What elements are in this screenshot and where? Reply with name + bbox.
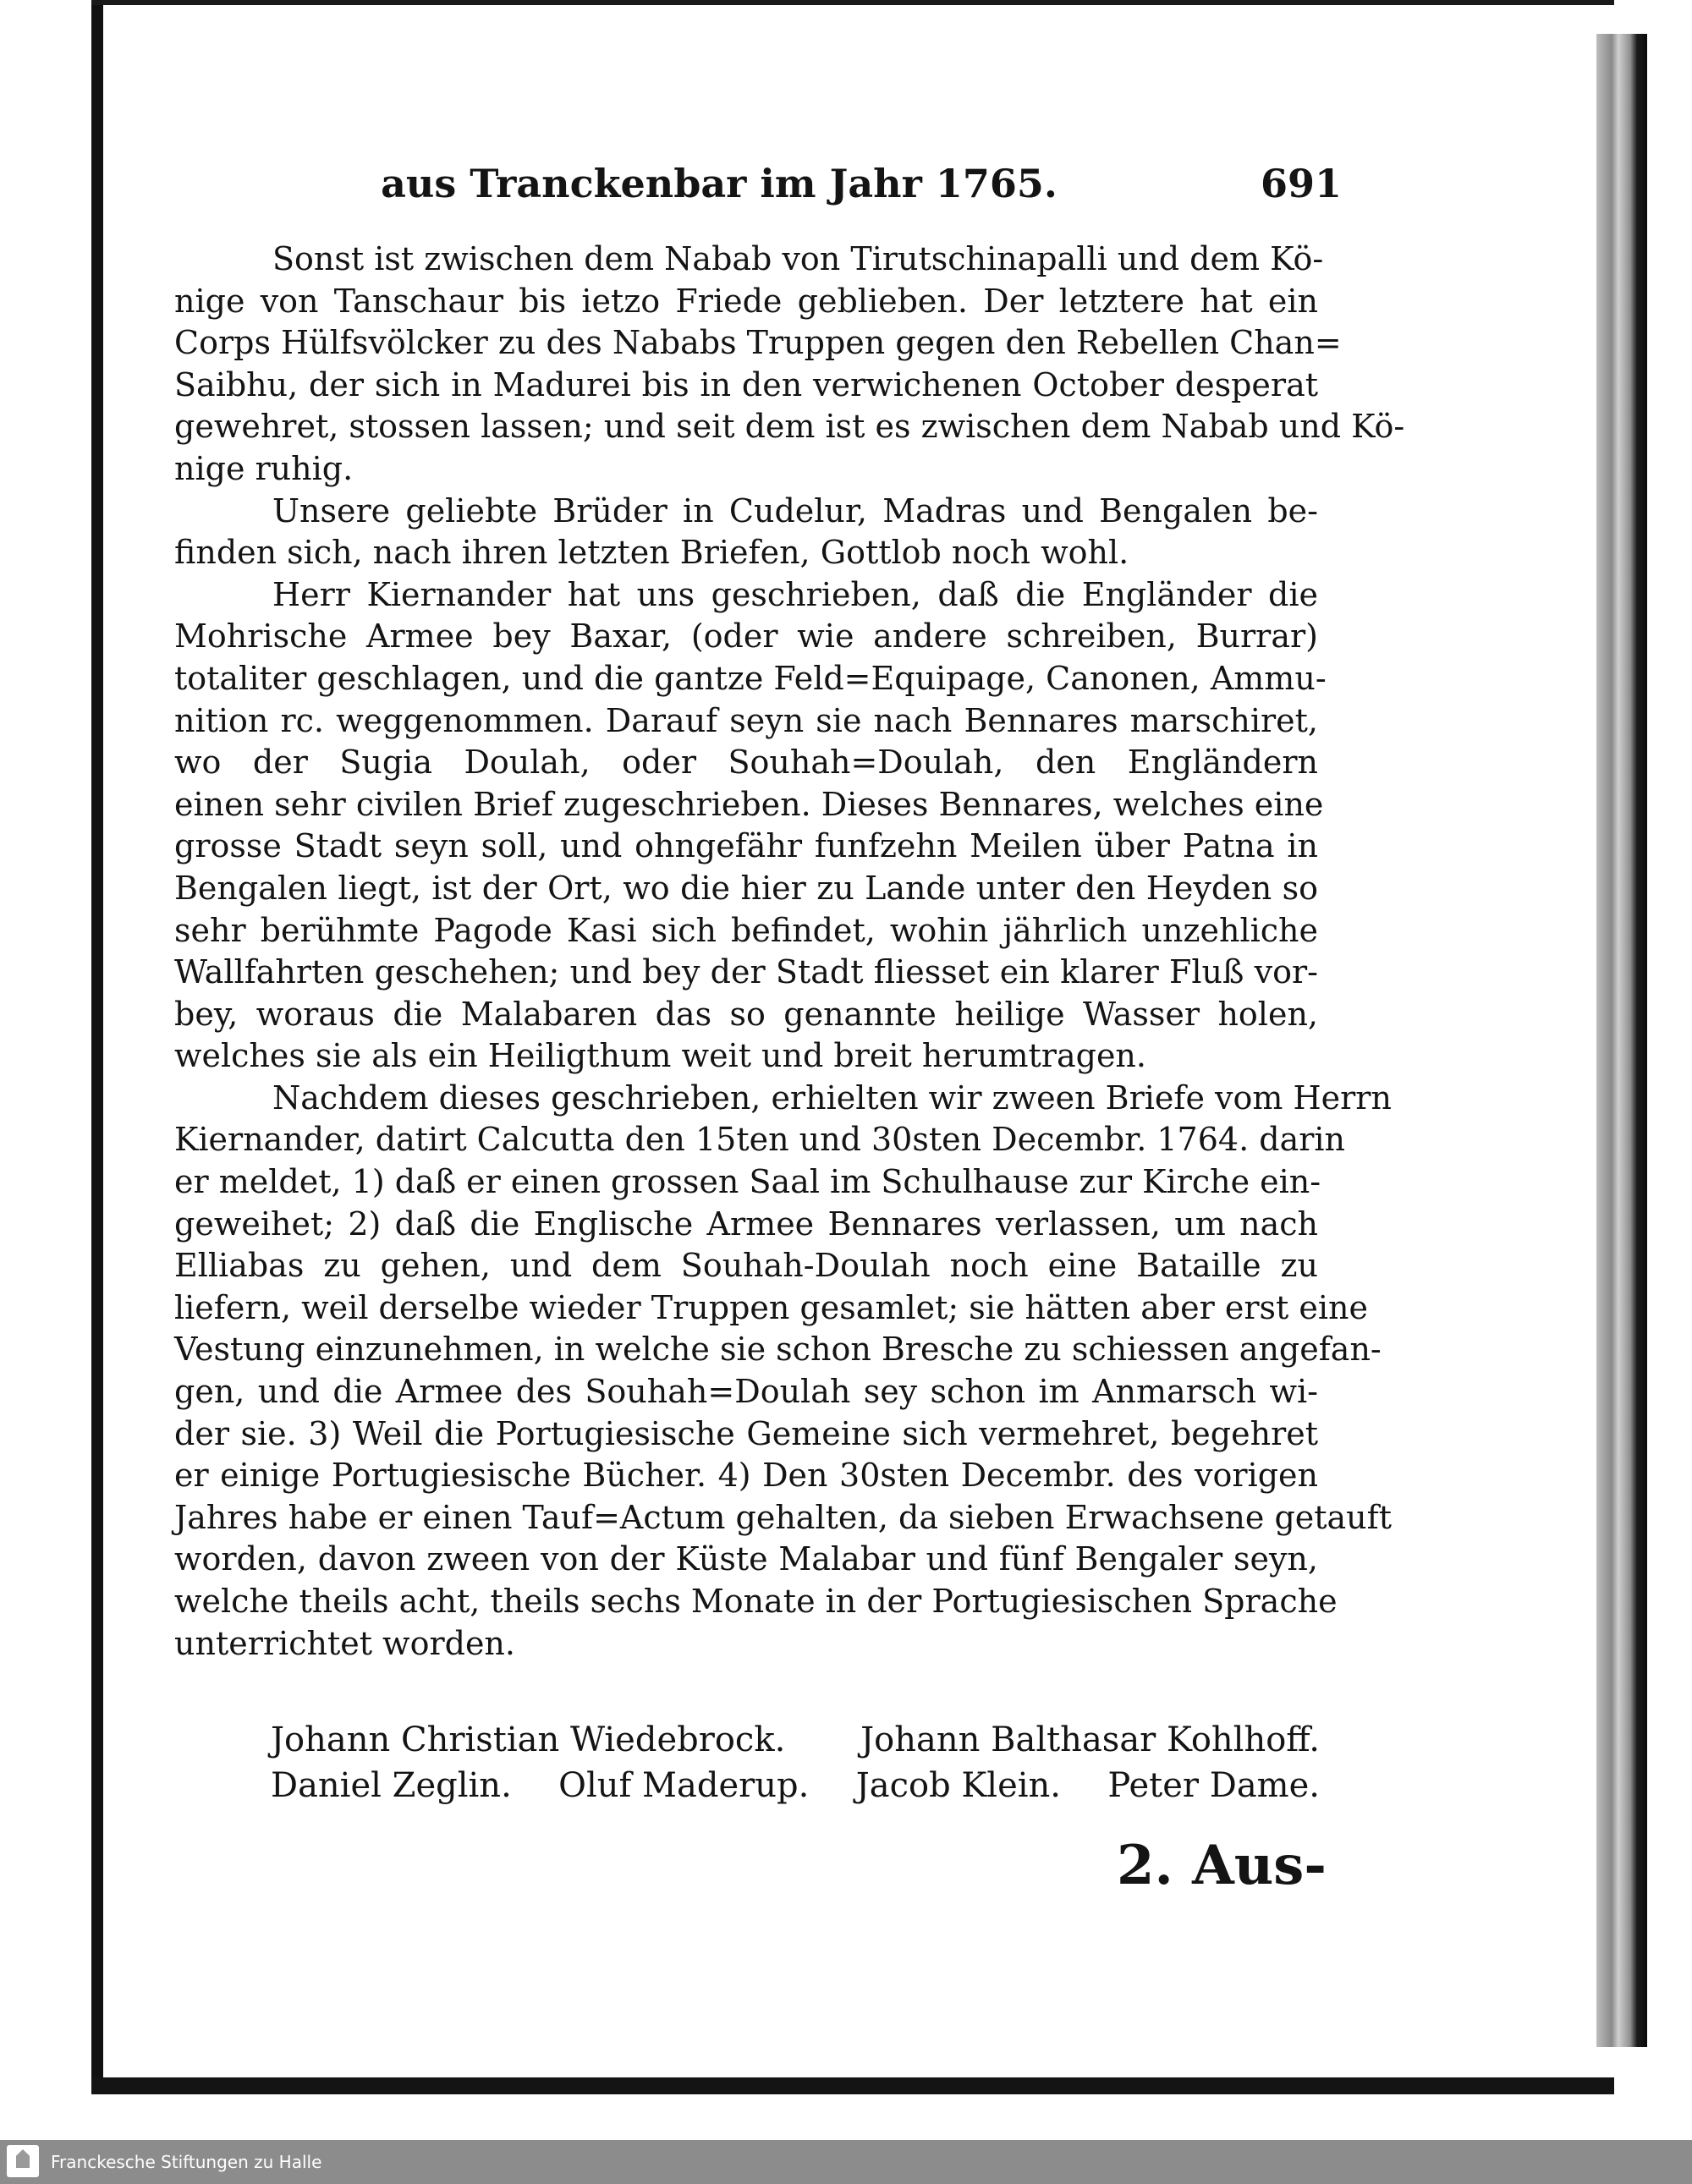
- text-line: Kiernander, datirt Calcutta den 15ten und 30sten Decembr. 1764. darin: [174, 1121, 1346, 1159]
- footer-institution: Franckesche Stiftungen zu Halle: [51, 2152, 322, 2172]
- text-line: worden, davon zween von der Küste Malabar und fünf Bengaler seyn,: [174, 1540, 1318, 1578]
- text-line: Corps Hülfsvölcker zu des Nababs Truppen gegen den Rebellen Chan=: [174, 324, 1342, 362]
- institution-logo-icon: [7, 2145, 39, 2177]
- footer-bar: [0, 2140, 1692, 2184]
- text-line: gewehret, stossen lassen; und seit dem ist es zwischen dem Nabab und Kö-: [174, 408, 1405, 446]
- signature-row: [271, 1763, 1320, 1808]
- right-margin: [1647, 0, 1692, 2082]
- text-line: nige von Tanschaur bis ietzo Friede geblieben. Der letztere hat ein: [174, 282, 1318, 320]
- signature-name: Peter Dame.: [1107, 1766, 1320, 1805]
- text-line: einen sehr civilen Brief zugeschrieben. Dieses Bennares, welches eine: [174, 785, 1324, 823]
- signature-name: Oluf Maderup.: [558, 1766, 810, 1805]
- text-line: Nachdem dieses geschrieben, erhielten wir zween Briefe vom Herrn: [272, 1078, 1392, 1117]
- text-line: bey, woraus die Malabaren das so genannte heilige Wasser holen,: [174, 995, 1318, 1033]
- text-line: Jahres habe er einen Tauf=Actum gehalten, da sieben Erwachsene getauft: [174, 1498, 1392, 1536]
- text-line: nige ruhig.: [174, 449, 354, 487]
- text-line: nition rc. weggenommen. Darauf seyn sie nach Bennares marschiret,: [174, 701, 1318, 739]
- text-line: der sie. 3) Weil die Portugiesische Gemeine sich vermehret, begehret: [174, 1414, 1318, 1452]
- signature-name: Johann Balthasar Kohlhoff.: [860, 1720, 1320, 1759]
- text-line: Vestung einzunehmen, in welche sie schon Bresche zu schiessen angefan-: [174, 1331, 1382, 1369]
- text-line: liefern, weil derselbe wieder Truppen gesamlet; sie hätten aber erst eine: [174, 1288, 1369, 1326]
- signature-row: [271, 1717, 1320, 1763]
- text-line: Sonst ist zwischen dem Nabab von Tirutschinapalli und dem Kö-: [272, 240, 1324, 277]
- text-line: er meldet, 1) daß er einen grossen Saal im Schulhause zur Kirche ein-: [174, 1163, 1321, 1201]
- page-edge-right: [1596, 34, 1647, 2047]
- text-line: grosse Stadt seyn soll, und ohngefähr funfzehn Meilen über Patna in: [174, 827, 1318, 865]
- text-line: welches sie als ein Heiligthum weit und breit herumtragen.: [174, 1037, 1146, 1075]
- page-edge-bottom: [91, 2077, 1614, 2094]
- signature-block: [271, 1717, 1320, 1808]
- text-line: wo der Sugia Doulah, oder Souhah=Doulah, den Engländern: [174, 744, 1318, 782]
- page-number: 691: [1261, 161, 1343, 206]
- signature-name: Daniel Zeglin.: [271, 1766, 512, 1805]
- text-line: unterrichtet worden.: [174, 1624, 515, 1662]
- text-line: finden sich, nach ihren letzten Briefen, Gottlob noch wohl.: [174, 534, 1129, 572]
- signature-name: Johann Christian Wiedebrock.: [271, 1720, 786, 1759]
- running-title: aus Tranckenbar im Jahr 1765.: [381, 161, 1058, 206]
- text-line: Elliabas zu gehen, und dem Souhah-Doulah noch eine Bataille zu: [174, 1247, 1318, 1285]
- catchword: 2. Aus-: [1117, 1834, 1327, 1897]
- signature-name: Jacob Klein.: [855, 1766, 1062, 1805]
- text-line: totaliter geschlagen, und die gantze Feld=Equipage, Canonen, Ammu-: [174, 659, 1327, 697]
- text-line: Herr Kiernander hat uns geschrieben, daß die Engländer die: [272, 575, 1318, 613]
- text-line: Wallfahrten geschehen; und bey der Stadt fliesset ein klarer Fluß vor-: [174, 953, 1318, 991]
- text-line: geweihet; 2) daß die Englische Armee Bennares verlassen, um nach: [174, 1204, 1318, 1243]
- text-line: er einige Portugiesische Bücher. 4) Den 30sten Decembr. des vorigen: [174, 1457, 1318, 1495]
- text-line: Mohrische Armee bey Baxar, (oder wie andere schreiben, Burrar): [174, 617, 1318, 656]
- text-line: gen, und die Armee des Souhah=Doulah sey schon im Anmarsch wi-: [174, 1373, 1318, 1411]
- text-line: welche theils acht, theils sechs Monate in der Portugiesischen Sprache: [174, 1583, 1338, 1620]
- text-line: Saibhu, der sich in Madurei bis in den verwichenen October desperat: [174, 365, 1318, 403]
- text-line: Bengalen liegt, ist der Ort, wo die hier zu Lande unter den Heyden so: [174, 869, 1318, 907]
- page-edge-left: [91, 0, 103, 2089]
- body-text: [174, 239, 1405, 1665]
- text-line: Unsere geliebte Brüder in Cudelur, Madras und Bengalen be-: [272, 491, 1318, 530]
- text-line: sehr berühmte Pagode Kasi sich befindet, wohin jährlich unzehliche: [174, 911, 1318, 949]
